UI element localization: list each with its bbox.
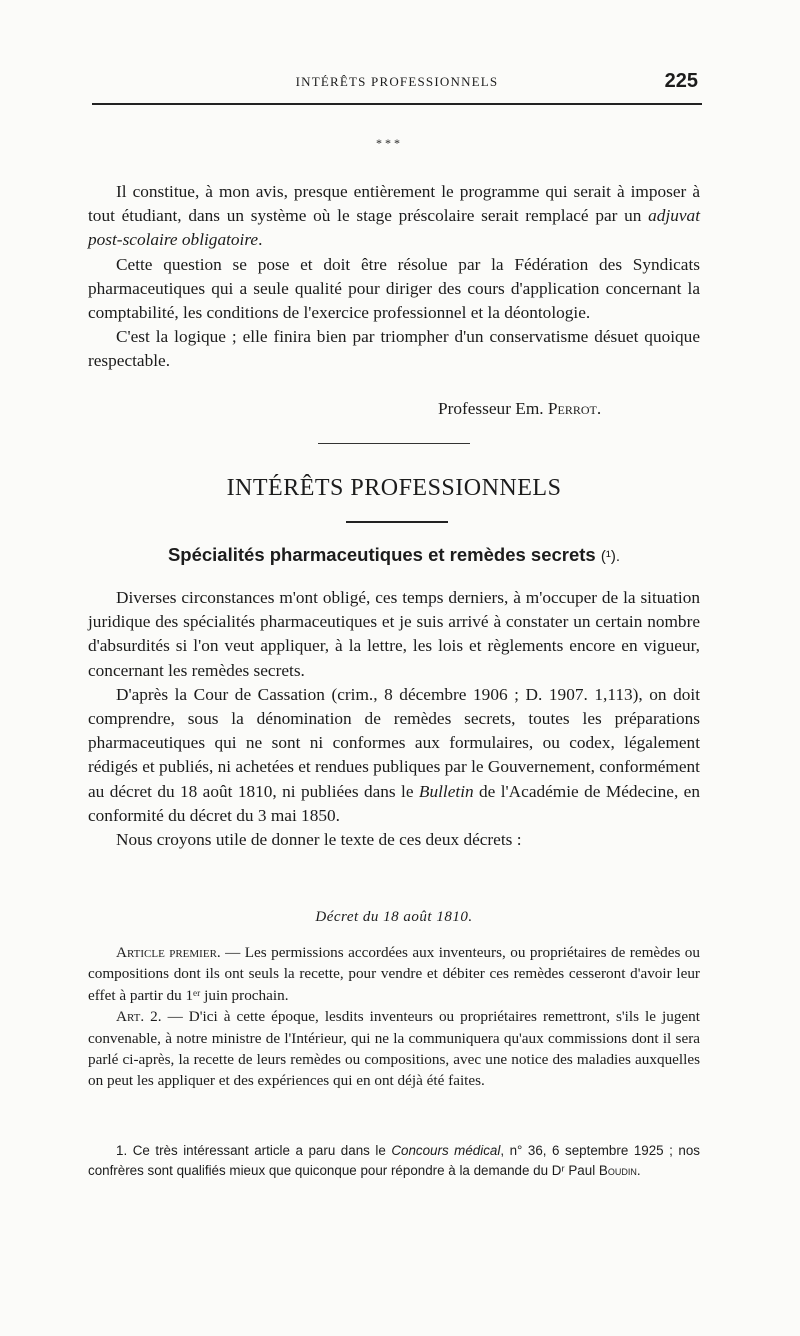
paragraph: Cette question se pose et doit être résolue par la Fédération des Syndicats pharmaceutiques qui a seule qualité pour diriger des cours d'application concernant la comptabilité, les conditions de l'exercice professionnel et la déontologie.	[88, 254, 700, 323]
paragraph: Diverses circonstances m'ont obligé, ces temps derniers, à m'occuper de la situation juridique des spécialités pharmaceutiques et je suis arrivé à constater un certain nombre d'absurdités si l'on veut appliquer, à la lettre, les lois et règlements encore en vigueur, concernant les remèdes secrets.	[88, 588, 700, 680]
signature-name: Perrot.	[547, 399, 602, 418]
article-text: — D'ici à cette époque, lesdits inventeurs ou propriétaires remettront, s'ils le jugent convenable, à notre ministre de l'Intérieur, qui ne la communiquera qu'aux commissions dont il sera parlé ci-après, la recette de leurs remèdes ou compositions, avec une notice des maladies auxquelles on peut les appliquer et des expériences qui en ont déjà été faites.	[88, 1008, 700, 1090]
italic-term: Concours médical	[391, 1143, 501, 1158]
decree-text	[88, 942, 700, 1092]
title-rule	[346, 521, 448, 523]
article-text: — Les permissions accordées aux inventeurs, ou propriétaires de remèdes ou compositions dont ils ont seuls la recette, pour vendre et débiter ces remèdes cesseront d'avoir leur effet à partir du 1ᵉʳ juin prochain.	[88, 944, 700, 1004]
footnote-text: , n° 36, 6 septembre 1925 ; nos confrères sont qualifiés mieux que quiconque pour répondre à la demande du Dʳ Paul	[88, 1143, 700, 1178]
paragraph-text: de l'Académie de Médecine, en conformité du décret du 3 mai 1850.	[88, 781, 700, 825]
closing-article-text	[88, 180, 700, 374]
signature-prefix: Professeur Em.	[438, 399, 548, 418]
subtitle-text: Spécialités pharmaceutiques et remèdes secrets	[167, 544, 596, 565]
paragraph-text: Il constitue, à mon avis, presque entièrement le programme qui serait à imposer à tout étudiant, dans un système où le stage préscolaire serait remplacé par un	[88, 182, 700, 226]
paragraph-text: .	[258, 230, 263, 250]
footnote-reference: (¹).	[600, 548, 621, 565]
decree-article	[88, 942, 700, 1006]
italic-term: adjuvat post-scolaire obligatoire	[88, 206, 700, 250]
footnotes	[88, 1141, 700, 1180]
footnote-name: Boudin.	[598, 1162, 641, 1178]
paragraph-text: D'après la Cour de Cassation (crim., 8 décembre 1906 ; D. 1907. 1,113), on doit comprendre, sous la dénomination de remèdes secrets, toutes les préparations pharmaceutiques qui ne sont ni conformes aux formulaires, ou codex, légalement rédigés et publiés, ni achetées et rendues publiques par le Gouvernement, conformément au décret du 18 août 1810, ni publiées dans le	[88, 684, 700, 801]
article-label: Article premier.	[116, 944, 221, 961]
article-label: Art. 2.	[116, 1008, 162, 1026]
decree-article	[88, 1006, 700, 1092]
footnote-text: 1. Ce très intéressant article a paru dans le	[116, 1143, 392, 1158]
italic-term: Bulletin	[418, 781, 474, 801]
paragraph: Nous croyons utile de donner le texte de ces deux décrets :	[116, 830, 522, 850]
article-body	[88, 586, 700, 852]
separator-rule	[318, 443, 470, 444]
footnote	[88, 1141, 700, 1180]
author-signature	[438, 399, 601, 419]
article-subtitle	[88, 544, 700, 566]
paragraph	[88, 180, 700, 253]
header-rule	[92, 103, 702, 105]
paragraph: C'est la logique ; elle finira bien par triompher d'un conservatisme désuet quoique respectable.	[88, 327, 700, 371]
asterism-ornament: * * *	[376, 136, 400, 150]
section-title: INTÉRÊTS PROFESSIONNELS	[226, 475, 562, 501]
running-head	[92, 70, 702, 96]
decree-title: Décret du 18 août 1810.	[315, 909, 473, 925]
paragraph	[88, 683, 700, 828]
page-number: 225	[664, 70, 698, 92]
running-title: INTÉRÊTS PROFESSIONNELS	[295, 74, 499, 89]
